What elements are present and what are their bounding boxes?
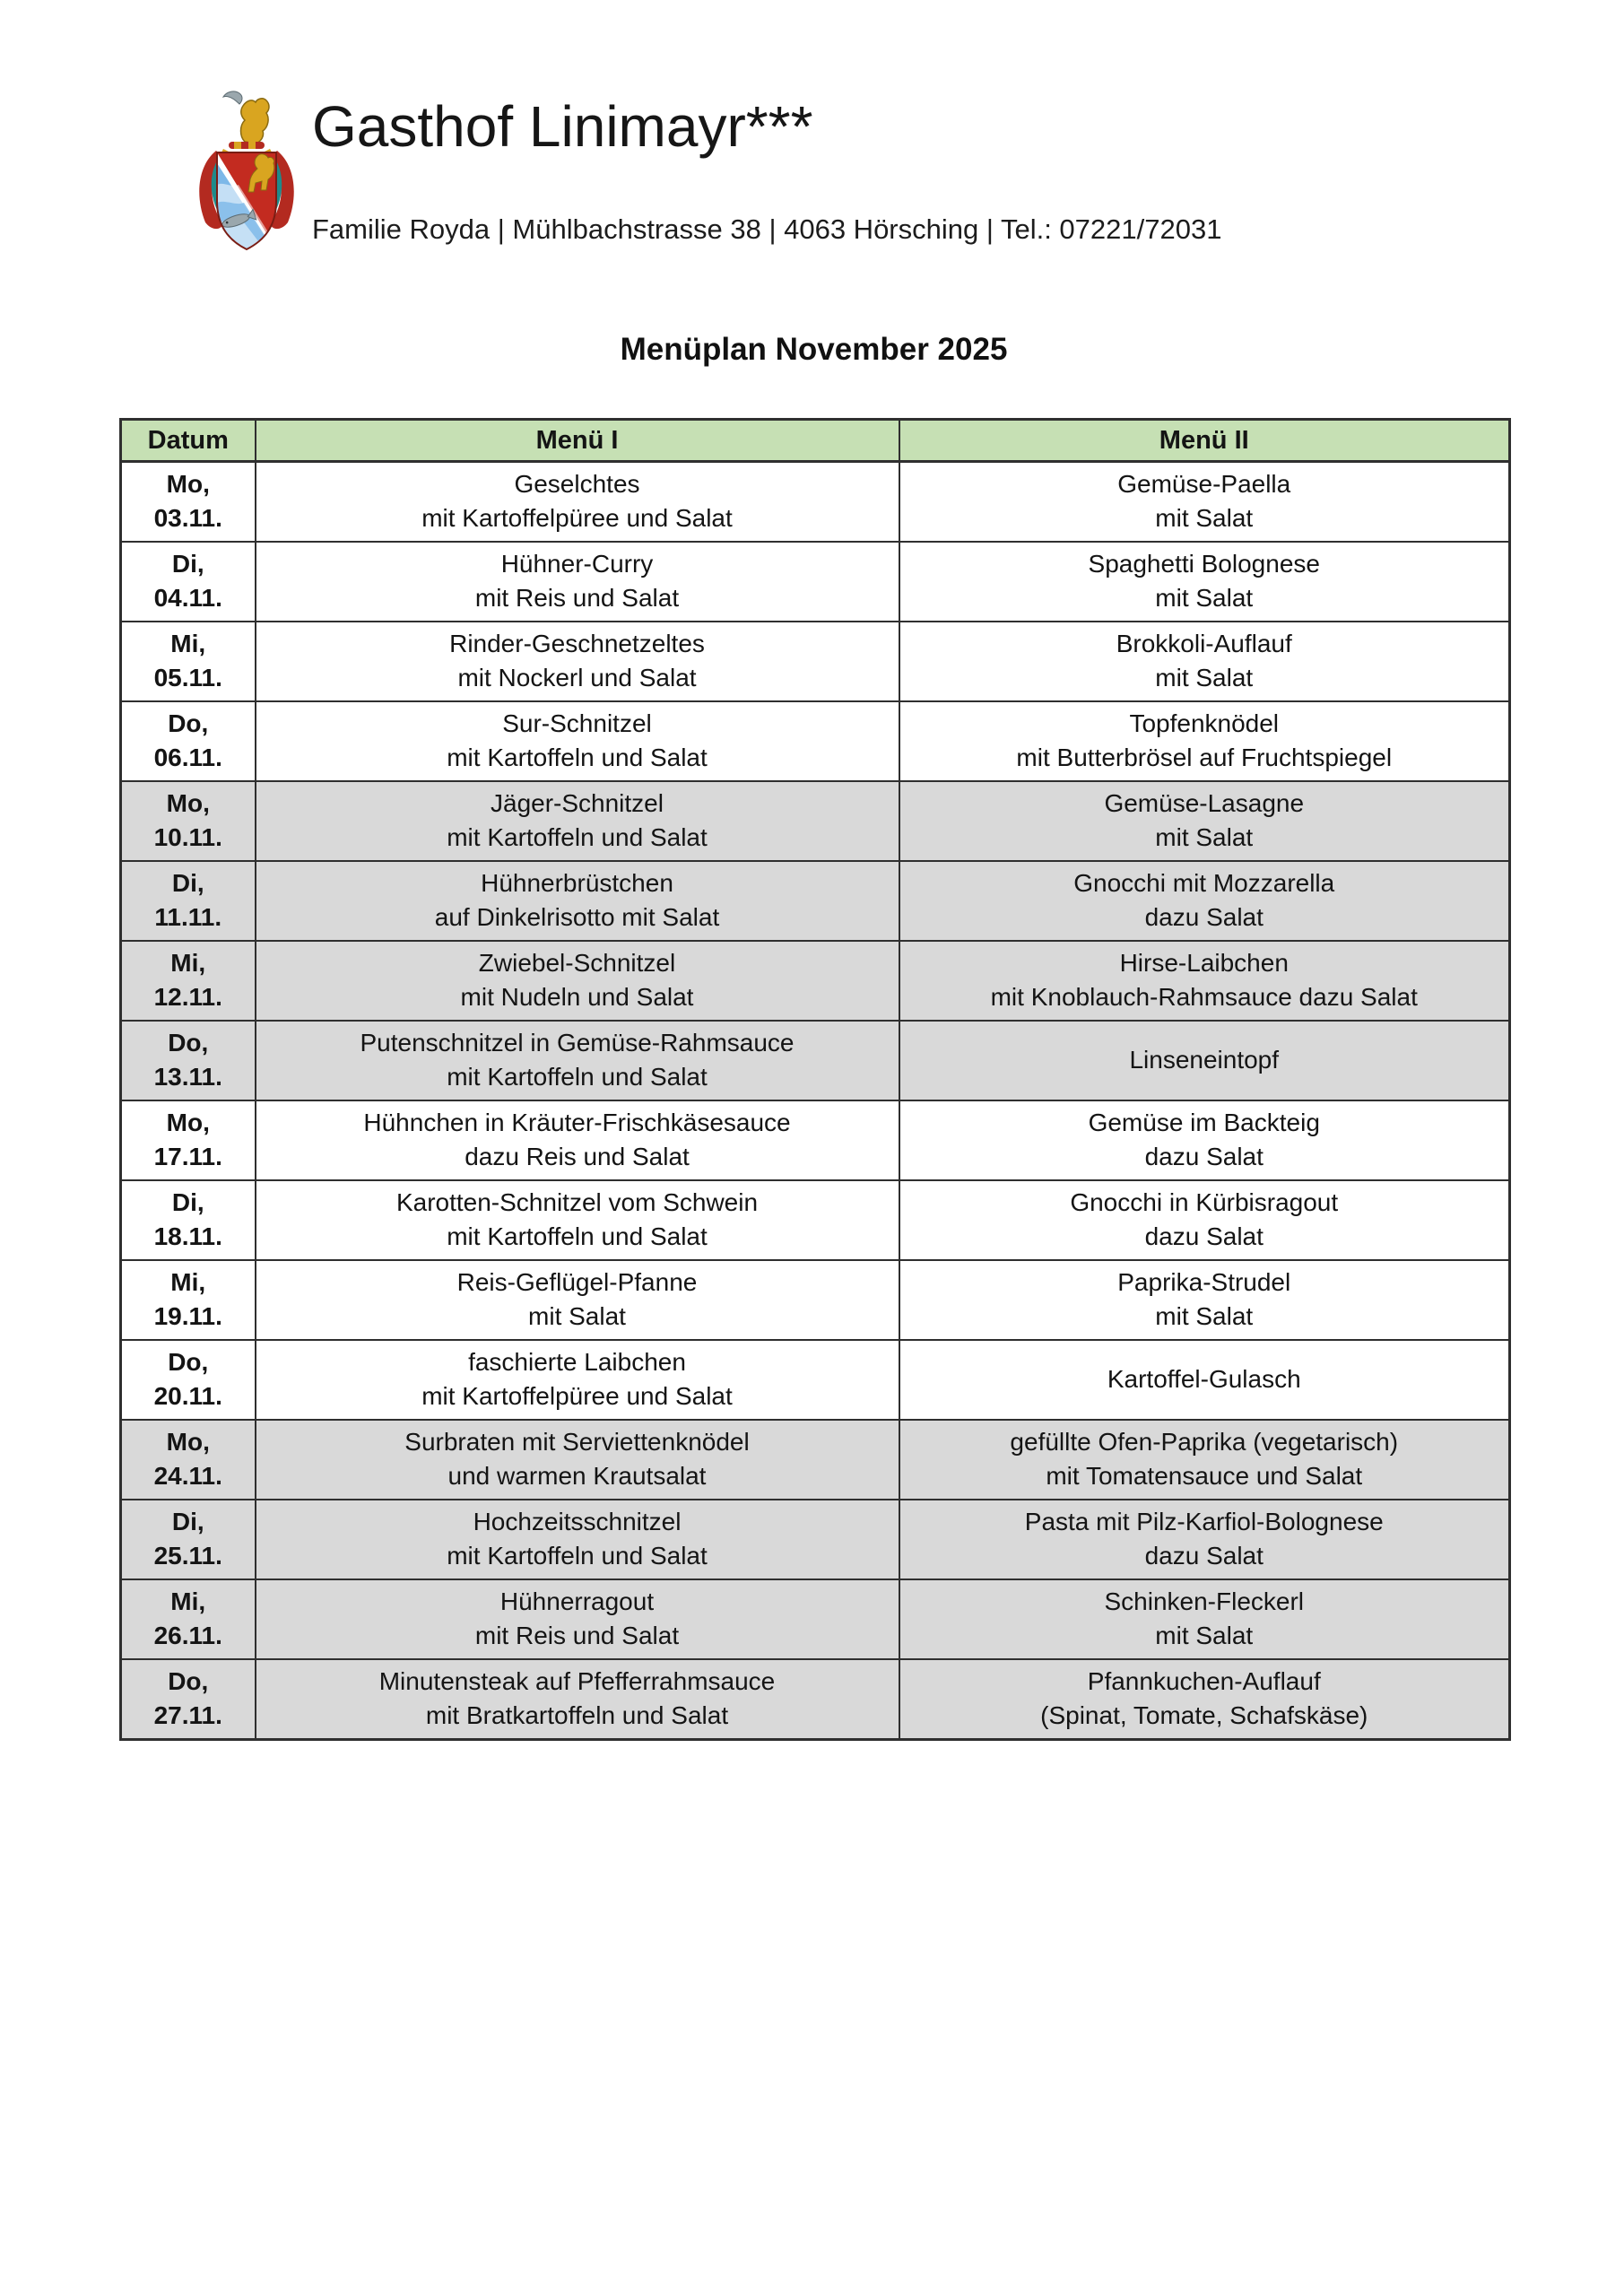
menu1-stack (256, 1421, 899, 1499)
text-line: Do, (168, 1029, 209, 1057)
text-line: mit Salat (1155, 822, 1254, 851)
date-stack (122, 543, 255, 621)
menu-table (119, 418, 1511, 1741)
menu2-stack (900, 1101, 1509, 1179)
text-line: 13.11. (153, 1062, 222, 1091)
brand-title: Gasthof Linimayr*** (312, 94, 813, 159)
text-line: mit Salat (1155, 663, 1254, 691)
table-row (121, 701, 1510, 781)
table-header-row (121, 420, 1510, 462)
menu2-stack (900, 1660, 1509, 1738)
table-row (121, 1021, 1510, 1100)
text-line: mit Salat (1155, 1621, 1254, 1649)
text-line: mit Nudeln und Salat (460, 982, 694, 1011)
text-line: 04.11. (153, 583, 222, 612)
text-line: Hühnerbrüstchen (481, 869, 673, 898)
menu1-cell (256, 1340, 899, 1420)
text-line: mit Salat (1155, 583, 1254, 612)
menu2-cell (899, 622, 1510, 701)
menu1-cell (256, 701, 899, 781)
menu1-cell (256, 1260, 899, 1340)
text-line: Gnocchi mit Mozzarella (1073, 869, 1335, 898)
menu1-cell (256, 1420, 899, 1500)
text-line: Brokkoli-Auflauf (1116, 630, 1292, 658)
date-stack (122, 782, 255, 860)
menu2-cell (899, 1579, 1510, 1659)
text-line: Mo, (166, 1109, 210, 1137)
date-cell (121, 622, 256, 701)
text-line: Gemüse-Lasagne (1104, 789, 1305, 818)
page-title: Menüplan November 2025 (620, 332, 1008, 367)
menu2-stack (900, 942, 1509, 1020)
date-cell (121, 1500, 256, 1579)
text-line: Do, (168, 1348, 209, 1377)
text-line: und warmen Krautsalat (447, 1461, 707, 1490)
text-line: Minutensteak auf Pfefferrahmsauce (378, 1667, 776, 1696)
text-line: Gnocchi in Kürbisragout (1070, 1188, 1339, 1217)
table-row (121, 1579, 1510, 1659)
text-line: dazu Salat (1144, 1222, 1264, 1250)
menu1-stack (256, 862, 899, 940)
menu1-stack (256, 1261, 899, 1339)
address-line: Familie Royda | Mühlbachstrasse 38 | 4063 Hörsching | Tel.: 07221/72031 (312, 213, 1222, 245)
text-line: 24.11. (153, 1461, 222, 1490)
date-stack (122, 622, 255, 700)
text-line: Di, (171, 1508, 204, 1536)
menu2-stack (900, 862, 1509, 940)
menu2-cell (899, 861, 1510, 941)
text-line: 18.11. (153, 1222, 222, 1250)
text-line: Pasta mit Pilz-Karfiol-Bolognese (1024, 1508, 1384, 1536)
text-line: Linseneintopf (1129, 1046, 1280, 1074)
menu2-stack (900, 543, 1509, 621)
table-header-menu1: Menü I (256, 420, 899, 462)
text-line: Mi, (170, 1268, 206, 1297)
text-line: Reis-Geflügel-Pfanne (456, 1268, 698, 1297)
table-row (121, 1659, 1510, 1740)
text-line: mit Kartoffeln und Salat (447, 822, 708, 851)
text-line: Surbraten mit Serviettenknödel (404, 1428, 750, 1457)
text-line: Kartoffel-Gulasch (1107, 1365, 1301, 1394)
date-cell (121, 1420, 256, 1500)
menu1-cell (256, 941, 899, 1021)
date-stack (122, 1660, 255, 1738)
menu2-stack (900, 702, 1509, 780)
text-line: Gemüse im Backteig (1088, 1109, 1320, 1137)
date-stack (122, 463, 255, 541)
text-line: dazu Salat (1144, 1541, 1264, 1570)
date-cell (121, 1180, 256, 1260)
text-line: 11.11. (154, 902, 222, 931)
date-cell (121, 861, 256, 941)
text-line: Spaghetti Bolognese (1088, 550, 1320, 578)
menu1-stack (256, 543, 899, 621)
menu2-cell (899, 462, 1510, 543)
menu2-cell (899, 1659, 1510, 1740)
date-stack (122, 1421, 255, 1499)
menu1-stack (256, 622, 899, 700)
menu1-cell (256, 1021, 899, 1100)
text-line: mit Kartoffelpüree und Salat (421, 1381, 733, 1410)
text-line: mit Butterbrösel auf Fruchtspiegel (1016, 743, 1393, 771)
date-cell (121, 1260, 256, 1340)
date-cell (121, 1579, 256, 1659)
text-line: mit Reis und Salat (474, 1621, 680, 1649)
date-stack (122, 1101, 255, 1179)
text-line: Zwiebel-Schnitzel (478, 949, 676, 978)
menu1-stack (256, 702, 899, 780)
text-line: Hochzeitsschnitzel (473, 1508, 682, 1536)
date-cell (121, 1100, 256, 1180)
menu2-cell (899, 1340, 1510, 1420)
menu2-stack (900, 1500, 1509, 1578)
text-line: 03.11. (153, 503, 222, 532)
text-line: mit Kartoffeln und Salat (447, 1062, 708, 1091)
table-row (121, 941, 1510, 1021)
menu2-cell (899, 1021, 1510, 1100)
text-line: dazu Salat (1144, 1142, 1264, 1170)
date-stack (122, 1580, 255, 1658)
text-line: Mo, (166, 1428, 210, 1457)
text-line: Di, (171, 1188, 204, 1217)
text-line: Karotten-Schnitzel vom Schwein (395, 1188, 759, 1217)
text-line: Pfannkuchen-Auflauf (1087, 1667, 1321, 1696)
date-stack (122, 702, 255, 780)
date-stack (122, 1181, 255, 1259)
text-line: Do, (168, 709, 209, 738)
menu2-cell (899, 1260, 1510, 1340)
menu1-cell (256, 1579, 899, 1659)
date-cell (121, 941, 256, 1021)
text-line: 06.11. (153, 743, 222, 771)
menu1-stack (256, 1500, 899, 1578)
text-line: mit Tomatensauce und Salat (1046, 1461, 1363, 1490)
table-row (121, 1180, 1510, 1260)
text-line: Schinken-Fleckerl (1104, 1587, 1305, 1616)
date-cell (121, 1340, 256, 1420)
text-line: Mo, (166, 789, 210, 818)
menu1-cell (256, 1180, 899, 1260)
table-row (121, 1420, 1510, 1500)
text-line: Putenschnitzel in Gemüse-Rahmsauce (360, 1029, 795, 1057)
menu1-cell (256, 781, 899, 861)
text-line: mit Salat (528, 1301, 626, 1330)
menu-table-body (121, 462, 1510, 1740)
menu2-stack (900, 1421, 1509, 1499)
date-stack (122, 1261, 255, 1339)
menu1-stack (256, 1341, 899, 1419)
date-cell (121, 781, 256, 861)
text-line: 12.11. (153, 982, 222, 1011)
menu1-stack (256, 1101, 899, 1179)
menu1-stack (256, 1022, 899, 1100)
text-line: Topfenknödel (1129, 709, 1280, 738)
text-line: mit Kartoffeln und Salat (447, 1222, 708, 1250)
menu1-stack (256, 942, 899, 1020)
text-line: Jäger-Schnitzel (491, 789, 664, 818)
menu2-stack (900, 782, 1509, 860)
text-line: Mi, (170, 630, 206, 658)
text-line: Mo, (166, 470, 210, 499)
table-row (121, 1100, 1510, 1180)
text-line: mit Nockerl und Salat (457, 663, 697, 691)
text-line: dazu Salat (1144, 902, 1264, 931)
menu2-cell (899, 1100, 1510, 1180)
date-stack (122, 1500, 255, 1578)
text-line: faschierte Laibchen (468, 1348, 686, 1377)
table-row (121, 622, 1510, 701)
text-line: mit Salat (1155, 1301, 1254, 1330)
menu2-stack (900, 622, 1509, 700)
menu2-cell (899, 542, 1510, 622)
table-row (121, 462, 1510, 543)
menu1-stack (256, 782, 899, 860)
text-line: Mi, (170, 949, 206, 978)
text-line: mit Kartoffelpüree und Salat (421, 503, 733, 532)
text-line: Hühnchen in Kräuter-Frischkäsesauce (363, 1109, 791, 1137)
menu1-stack (256, 1660, 899, 1738)
menu1-stack (256, 1580, 899, 1658)
table-row (121, 1260, 1510, 1340)
menu1-cell (256, 1659, 899, 1740)
text-line: 20.11. (153, 1381, 222, 1410)
menu2-stack (900, 463, 1509, 541)
text-line: dazu Reis und Salat (465, 1142, 690, 1170)
text-line: mit Knoblauch-Rahmsauce dazu Salat (990, 982, 1418, 1011)
menu2-cell (899, 941, 1510, 1021)
date-stack (122, 1022, 255, 1100)
text-line: auf Dinkelrisotto mit Salat (434, 902, 720, 931)
date-stack (122, 862, 255, 940)
table-row (121, 1340, 1510, 1420)
date-cell (121, 1659, 256, 1740)
text-line: Di, (171, 869, 204, 898)
text-line: 27.11. (153, 1700, 222, 1729)
menu2-cell (899, 1420, 1510, 1500)
text-line: Geselchtes (514, 470, 640, 499)
menu1-cell (256, 622, 899, 701)
text-line: mit Kartoffeln und Salat (447, 1541, 708, 1570)
menu1-cell (256, 462, 899, 543)
menu2-stack (900, 1022, 1509, 1100)
text-line: Sur-Schnitzel (502, 709, 652, 738)
text-line: Hühnerragout (499, 1587, 655, 1616)
text-line: 19.11. (153, 1301, 222, 1330)
menu2-stack (900, 1181, 1509, 1259)
menu1-cell (256, 1500, 899, 1579)
text-line: Paprika-Strudel (1117, 1268, 1291, 1297)
text-line: Di, (171, 550, 204, 578)
date-cell (121, 1021, 256, 1100)
menu2-stack (900, 1580, 1509, 1658)
text-line: 26.11. (153, 1621, 222, 1649)
table-row (121, 861, 1510, 941)
text-line: Rinder-Geschnetzeltes (449, 630, 705, 658)
text-line: gefüllte Ofen-Paprika (vegetarisch) (1010, 1428, 1399, 1457)
coat-of-arms-icon (193, 86, 300, 257)
menu2-cell (899, 781, 1510, 861)
menu2-cell (899, 1180, 1510, 1260)
text-line: Hühner-Curry (500, 550, 654, 578)
menu1-cell (256, 861, 899, 941)
text-line: Hirse-Laibchen (1119, 949, 1289, 978)
text-line: Gemüse-Paella (1117, 470, 1291, 499)
date-stack (122, 942, 255, 1020)
table-header-menu2: Menü II (899, 420, 1510, 462)
table-row (121, 781, 1510, 861)
text-line: mit Kartoffeln und Salat (447, 743, 708, 771)
menu2-stack (900, 1261, 1509, 1339)
date-stack (122, 1341, 255, 1419)
menu1-cell (256, 1100, 899, 1180)
text-line: (Spinat, Tomate, Schafskäse) (1040, 1700, 1368, 1729)
table-row (121, 542, 1510, 622)
menu1-cell (256, 542, 899, 622)
menu1-stack (256, 1181, 899, 1259)
menu2-cell (899, 1500, 1510, 1579)
text-line: mit Bratkartoffeln und Salat (425, 1700, 729, 1729)
table-row (121, 1500, 1510, 1579)
text-line: 05.11. (153, 663, 222, 691)
text-line: Do, (168, 1667, 209, 1696)
text-line: 25.11. (153, 1541, 222, 1570)
date-cell (121, 542, 256, 622)
menu2-stack (900, 1341, 1509, 1419)
menu1-stack (256, 463, 899, 541)
text-line: 17.11. (153, 1142, 222, 1170)
date-cell (121, 462, 256, 543)
text-line: mit Reis und Salat (474, 583, 680, 612)
text-line: mit Salat (1155, 503, 1254, 532)
table-header-datum: Datum (121, 420, 256, 462)
date-cell (121, 701, 256, 781)
text-line: Mi, (170, 1587, 206, 1616)
text-line: 10.11. (153, 822, 222, 851)
menu2-cell (899, 701, 1510, 781)
